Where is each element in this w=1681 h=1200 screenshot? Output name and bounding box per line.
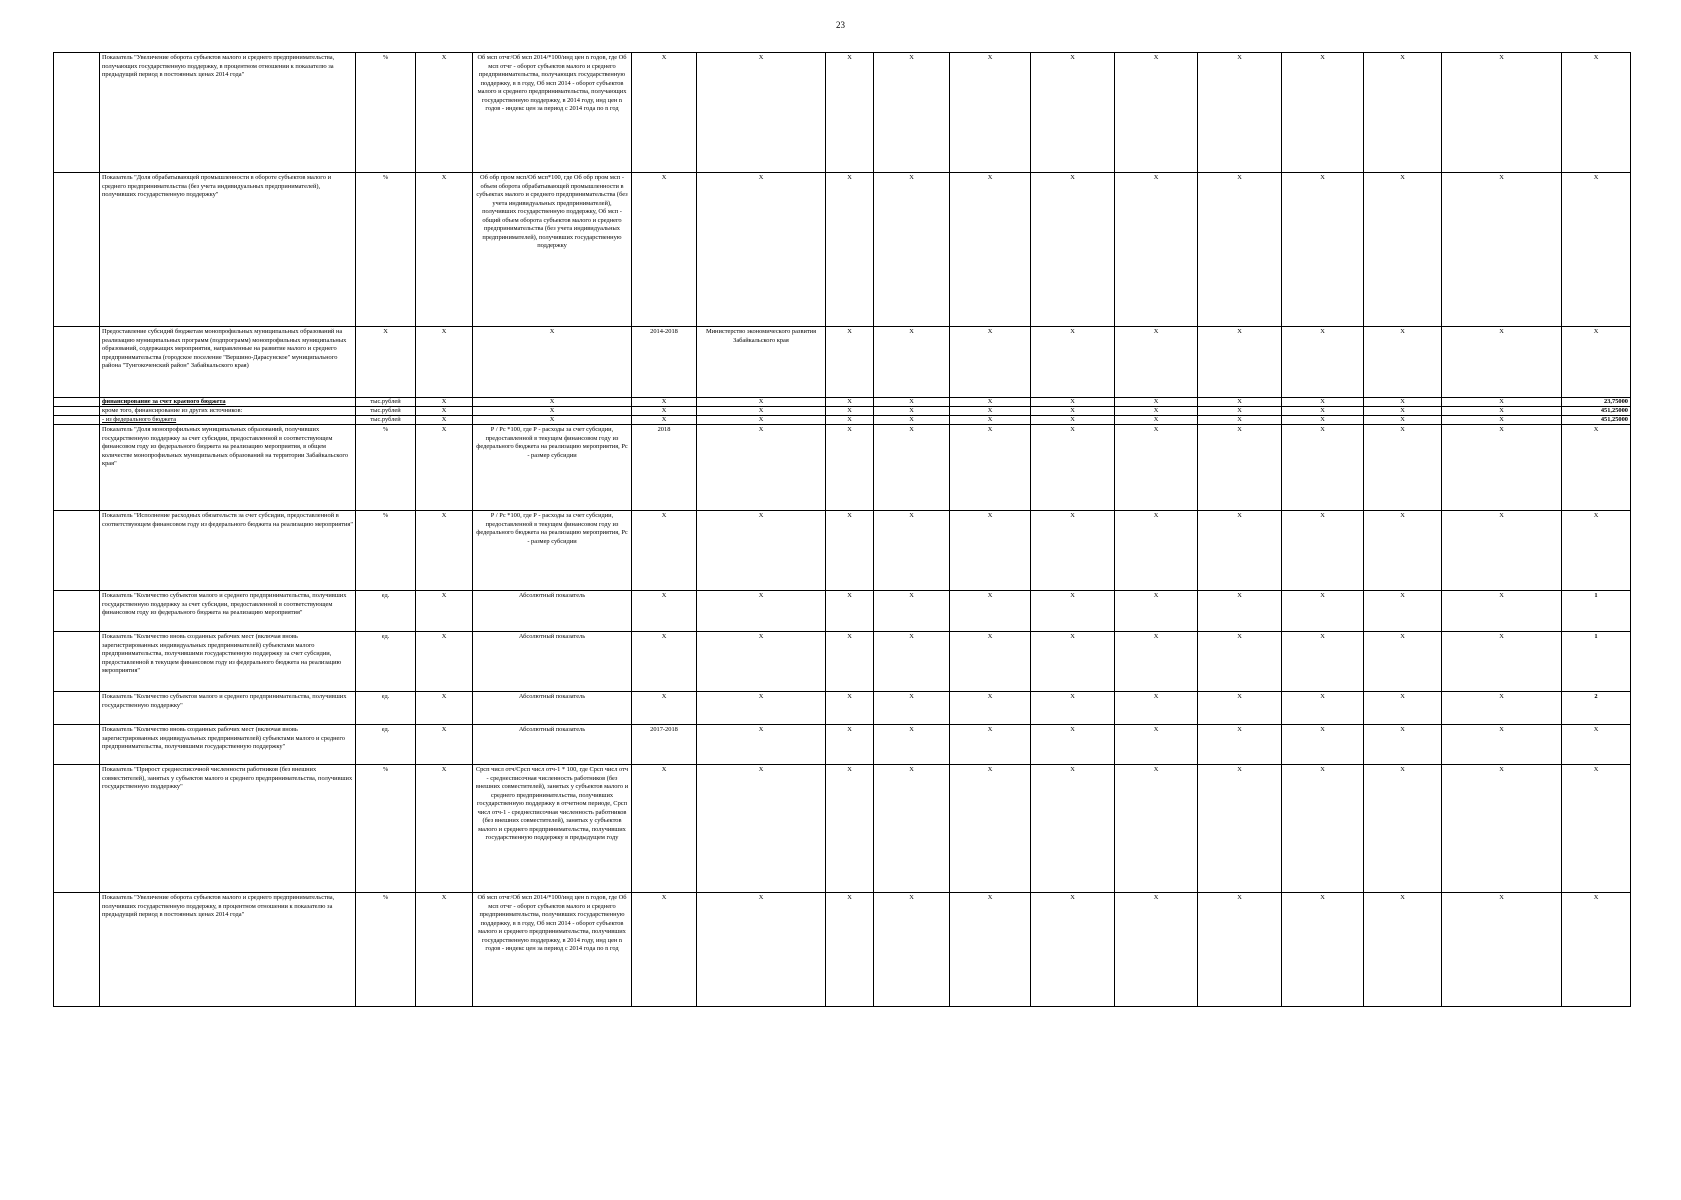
period-cell: X <box>632 692 697 725</box>
indicator-name: Показатель "Увеличение оборота субъектов малого и среднего предпринимательства, получающих государственную поддержку, в процентном отношении к показателю за предыдущий период в постоянных ценах 2014 года" <box>100 53 356 173</box>
x-mark: X <box>1282 511 1364 591</box>
x-mark: X <box>1442 765 1562 893</box>
indicator-name: Показатель "Количество вновь созданных рабочих мест (включая вновь зарегистрированных индивидуальных предпринимателей) субъектами малого предпринимательства, получившими государственную поддержку за счет субсидии, предоставленной в текущем финансовом году из федерального бюджета на реализацию мероприятия" <box>100 632 356 692</box>
x-mark: X <box>1282 893 1364 1007</box>
x-mark: X <box>874 53 950 173</box>
finance-row <box>54 416 1631 425</box>
executor-cell: Министерство экономического развития Забайкальского края <box>697 327 826 398</box>
table-row <box>54 632 1631 692</box>
unit-cell: тыс.рублей <box>356 398 416 407</box>
row-number-cell <box>54 511 100 591</box>
value-cell: 1 <box>1562 632 1631 692</box>
unit-cell: % <box>356 893 416 1007</box>
x-mark: X <box>874 765 950 893</box>
x-mark: X <box>632 416 697 425</box>
x-mark: X <box>1031 725 1115 765</box>
x-mark: X <box>1442 425 1562 511</box>
row-number-cell <box>54 591 100 632</box>
formula-cell: Абсолютный показатель <box>473 632 632 692</box>
table-row <box>54 53 1631 173</box>
x-mark: X <box>416 591 473 632</box>
executor-cell: X <box>697 692 826 725</box>
value-cell: X <box>1562 425 1631 511</box>
x-mark: X <box>1282 425 1364 511</box>
x-mark: X <box>826 416 874 425</box>
x-mark: X <box>950 425 1031 511</box>
executor-cell: X <box>697 893 826 1007</box>
x-mark: X <box>1031 416 1115 425</box>
unit-cell: % <box>356 173 416 327</box>
formula-cell: Абсолютный показатель <box>473 591 632 632</box>
x-mark: X <box>950 416 1031 425</box>
x-mark: X <box>1031 327 1115 398</box>
table-row <box>54 327 1631 398</box>
x-mark: X <box>1364 173 1442 327</box>
x-mark: X <box>1442 725 1562 765</box>
x-mark: X <box>1198 53 1282 173</box>
x-mark: X <box>1031 398 1115 407</box>
table-row <box>54 425 1631 511</box>
x-mark: X <box>826 327 874 398</box>
period-cell: X <box>632 173 697 327</box>
unit-cell: % <box>356 511 416 591</box>
row-number-cell <box>54 765 100 893</box>
x-mark: X <box>1364 632 1442 692</box>
executor-cell: X <box>697 632 826 692</box>
finance-label: кроме того, финансирование из других источников: <box>100 407 356 416</box>
value-cell: X <box>1562 765 1631 893</box>
x-mark: X <box>826 893 874 1007</box>
formula-cell: Об мсп отчг/Об мсп 2014/*100/инд цен n годов, где Об мсп отчг - оборот субъектов малого и среднего предпринимательства, получающих государственную поддержку, в n году, Об мсп 2014 - оборот субъектов малого и среднего предпринимательства, получающих государственную поддержку, в 2014 году, инд цен n годов - индекс цен за период с 2014 года по n год <box>473 53 632 173</box>
x-mark: X <box>950 692 1031 725</box>
x-mark: X <box>826 692 874 725</box>
x-mark: X <box>416 416 473 425</box>
x-mark: X <box>1282 632 1364 692</box>
value-cell: 1 <box>1562 591 1631 632</box>
value-cell: 2 <box>1562 692 1631 725</box>
period-cell: X <box>632 632 697 692</box>
x-mark: X <box>697 416 826 425</box>
executor-cell: X <box>697 725 826 765</box>
x-mark: X <box>1364 425 1442 511</box>
x-mark: X <box>950 398 1031 407</box>
x-mark: X <box>950 511 1031 591</box>
x-mark: X <box>473 407 632 416</box>
x-mark: X <box>874 692 950 725</box>
unit-cell: тыс.рублей <box>356 407 416 416</box>
row-number-cell <box>54 398 100 407</box>
x-mark: X <box>1442 173 1562 327</box>
page-number: 23 <box>836 20 845 30</box>
x-mark: X <box>1115 893 1198 1007</box>
period-cell: X <box>632 591 697 632</box>
formula-cell: Р / Рс *100, где Р - расходы за счет субсидии, предоставленной в текущем финансовом году из федерального бюджета на реализацию мероприятия, Рс - размер субсидии <box>473 425 632 511</box>
x-mark: X <box>950 893 1031 1007</box>
x-mark: X <box>1198 425 1282 511</box>
finance-label: финансирование за счет краевого бюджета <box>100 398 356 407</box>
value-cell: X <box>1562 511 1631 591</box>
x-mark: X <box>1364 407 1442 416</box>
indicator-name: Показатель "Доля обрабатывающей промышленности в обороте субъектов малого и среднего предпринимательства (без учета индивидуальных предпринимателей), получивших государственную поддержку" <box>100 173 356 327</box>
x-mark: X <box>416 765 473 893</box>
x-mark: X <box>1115 398 1198 407</box>
x-mark: X <box>950 407 1031 416</box>
x-mark: X <box>1115 591 1198 632</box>
finance-label: - из федерального бюджета <box>100 416 356 425</box>
value-cell: X <box>1562 725 1631 765</box>
x-mark: X <box>1198 407 1282 416</box>
x-mark: X <box>1442 511 1562 591</box>
executor-cell: X <box>697 53 826 173</box>
x-mark: X <box>950 327 1031 398</box>
x-mark: X <box>1115 416 1198 425</box>
x-mark: X <box>1115 511 1198 591</box>
x-mark: X <box>826 725 874 765</box>
x-mark: X <box>1282 591 1364 632</box>
indicator-name: Показатель "Доля монопрофильных муниципальных образований, получивших государственную поддержку за счет субсидии, предоставленной в соответствующем финансовом году из федерального бюджета на реализацию мероприятия, в общем количестве монопрофильных муниципальных образований на территории Забайкальского края" <box>100 425 356 511</box>
row-number-cell <box>54 425 100 511</box>
row-number-cell <box>54 632 100 692</box>
x-mark: X <box>1031 765 1115 893</box>
x-mark: X <box>1442 53 1562 173</box>
x-mark: X <box>950 765 1031 893</box>
x-mark: X <box>826 765 874 893</box>
formula-cell: Срсп числ отч/Срсп числ отч-1 * 100, где Срсп числ отч - среднесписочная численность работников (без внешних совместителей), занятых у субъектов малого и среднего предпринимательства, получивших государственную поддержку в отчетном периоде, Срсп числ отч-1 - среднесписочная численность работников (без внешних совместителей), занятых у субъектов малого и среднего предпринимательства, получивших государственную поддержку в предыдущем году <box>473 765 632 893</box>
x-mark: X <box>416 511 473 591</box>
x-mark: X <box>632 407 697 416</box>
row-number-cell <box>54 725 100 765</box>
x-mark: X <box>1115 425 1198 511</box>
executor-cell: X <box>697 591 826 632</box>
x-mark: X <box>416 893 473 1007</box>
period-cell: X <box>632 53 697 173</box>
x-mark: X <box>473 398 632 407</box>
x-mark: X <box>1198 765 1282 893</box>
x-mark: X <box>416 632 473 692</box>
unit-cell: % <box>356 425 416 511</box>
program-table <box>53 52 1631 1007</box>
x-mark: X <box>950 632 1031 692</box>
executor-cell: X <box>697 765 826 893</box>
x-mark: X <box>416 53 473 173</box>
row-number-cell <box>54 173 100 327</box>
x-mark: X <box>1115 692 1198 725</box>
finance-value: 451,25000 <box>1562 416 1631 425</box>
unit-cell: X <box>356 327 416 398</box>
x-mark: X <box>950 53 1031 173</box>
period-cell: X <box>632 765 697 893</box>
x-mark: X <box>1031 425 1115 511</box>
x-mark: X <box>826 398 874 407</box>
x-mark: X <box>1442 692 1562 725</box>
x-mark: X <box>826 632 874 692</box>
x-mark: X <box>1364 53 1442 173</box>
x-mark: X <box>1198 327 1282 398</box>
executor-cell: X <box>697 173 826 327</box>
table-row <box>54 765 1631 893</box>
x-mark: X <box>874 591 950 632</box>
period-cell: 2018 <box>632 425 697 511</box>
finance-value: 451,25000 <box>1562 407 1631 416</box>
table-row <box>54 692 1631 725</box>
value-cell: X <box>1562 893 1631 1007</box>
x-mark: X <box>826 425 874 511</box>
x-mark: X <box>416 725 473 765</box>
x-mark: X <box>826 173 874 327</box>
x-mark: X <box>1282 53 1364 173</box>
x-mark: X <box>1364 591 1442 632</box>
x-mark: X <box>1031 511 1115 591</box>
x-mark: X <box>1198 511 1282 591</box>
x-mark: X <box>1198 725 1282 765</box>
unit-cell: ед. <box>356 591 416 632</box>
x-mark: X <box>1282 416 1364 425</box>
row-number-cell <box>54 53 100 173</box>
period-cell: 2017-2018 <box>632 725 697 765</box>
x-mark: X <box>1198 173 1282 327</box>
x-mark: X <box>1364 416 1442 425</box>
x-mark: X <box>697 407 826 416</box>
period-cell: 2014-2018 <box>632 327 697 398</box>
indicator-name: Показатель "Прирост среднесписочной численности работников (без внешних совместителей), занятых у субъектов малого и среднего предпринимательства, получивших государственную поддержку" <box>100 765 356 893</box>
x-mark: X <box>1442 416 1562 425</box>
formula-cell: Абсолютный показатель <box>473 692 632 725</box>
x-mark: X <box>416 398 473 407</box>
x-mark: X <box>1198 692 1282 725</box>
x-mark: X <box>697 398 826 407</box>
table-row <box>54 893 1631 1007</box>
x-mark: X <box>826 407 874 416</box>
table-row <box>54 511 1631 591</box>
x-mark: X <box>1031 632 1115 692</box>
x-mark: X <box>1364 893 1442 1007</box>
formula-cell: Об мсп отчг/Об мсп 2014/*100/инд цен n годов, где Об мсп отчг - оборот субъектов малого и среднего предпринимательства, получивших государственную поддержку, в n году, Об мсп 2014 - оборот субъектов малого и среднего предпринимательства, получивших государственную поддержку, в 2014 году, инд цен n годов - индекс цен за период с 2014 года по n год <box>473 893 632 1007</box>
period-cell: X <box>632 893 697 1007</box>
x-mark: X <box>1282 765 1364 893</box>
x-mark: X <box>1115 327 1198 398</box>
x-mark: X <box>1115 407 1198 416</box>
executor-cell: X <box>697 425 826 511</box>
unit-cell: тыс.рублей <box>356 416 416 425</box>
table-row <box>54 725 1631 765</box>
x-mark: X <box>874 632 950 692</box>
x-mark: X <box>950 725 1031 765</box>
x-mark: X <box>1442 632 1562 692</box>
x-mark: X <box>416 327 473 398</box>
x-mark: X <box>874 407 950 416</box>
finance-row <box>54 398 1631 407</box>
indicator-name: Показатель "Исполнение расходных обязательств за счет субсидии, предоставленной в соответствующем финансовом году из федерального бюджета на реализацию мероприятия" <box>100 511 356 591</box>
x-mark: X <box>874 893 950 1007</box>
x-mark: X <box>1115 725 1198 765</box>
x-mark: X <box>1364 511 1442 591</box>
x-mark: X <box>874 725 950 765</box>
x-mark: X <box>1198 416 1282 425</box>
x-mark: X <box>1031 407 1115 416</box>
x-mark: X <box>1282 725 1364 765</box>
unit-cell: ед. <box>356 725 416 765</box>
x-mark: X <box>1282 398 1364 407</box>
period-cell: X <box>632 511 697 591</box>
x-mark: X <box>874 173 950 327</box>
x-mark: X <box>1442 893 1562 1007</box>
row-number-cell <box>54 407 100 416</box>
x-mark: X <box>1115 765 1198 893</box>
x-mark: X <box>632 398 697 407</box>
indicator-name: Показатель "Количество субъектов малого и среднего предпринимательства, получивших государственную поддержку" <box>100 692 356 725</box>
x-mark: X <box>1442 398 1562 407</box>
indicator-name: Показатель "Количество вновь созданных рабочих мест (включая вновь зарегистрированных индивидуальных предпринимателей) субъектами малого и среднего предпринимательства, получившими государственную поддержку" <box>100 725 356 765</box>
table-row <box>54 173 1631 327</box>
x-mark: X <box>1031 893 1115 1007</box>
formula-cell: Р / Рс *100, где Р - расходы за счет субсидии, предоставленной в текущем финансовом году из федерального бюджета на реализацию мероприятия, Рс - размер субсидии <box>473 511 632 591</box>
x-mark: X <box>1282 173 1364 327</box>
x-mark: X <box>1198 591 1282 632</box>
x-mark: X <box>1031 591 1115 632</box>
row-number-cell <box>54 327 100 398</box>
unit-cell: % <box>356 765 416 893</box>
indicator-name: Показатель "Увеличение оборота субъектов малого и среднего предпринимательства, получивших государственную поддержку, в процентном отношении к показателю за предыдущий период в постоянных ценах 2014 года" <box>100 893 356 1007</box>
x-mark: X <box>1115 173 1198 327</box>
value-cell: X <box>1562 327 1631 398</box>
row-number-cell <box>54 893 100 1007</box>
x-mark: X <box>1282 327 1364 398</box>
table-row <box>54 591 1631 632</box>
x-mark: X <box>1115 632 1198 692</box>
row-number-cell <box>54 692 100 725</box>
formula-cell: Об обр пром мсп/Об мсп*100, где Об обр пром мсп - объем оборота обрабатывающей промышленности в субъектах малого и среднего предпринимательства (без учета индивидуальных предпринимателей), получивших государственную поддержку, Об мсп - общий объем оборота субъектов малого и среднего предпринимательства (без учета индивидуальных предпринимателей), получивших государственную поддержку <box>473 173 632 327</box>
value-cell: X <box>1562 173 1631 327</box>
finance-value: 23,75000 <box>1562 398 1631 407</box>
x-mark: X <box>1364 398 1442 407</box>
x-mark: X <box>826 53 874 173</box>
x-mark: X <box>1031 53 1115 173</box>
finance-row <box>54 407 1631 416</box>
x-mark: X <box>416 425 473 511</box>
x-mark: X <box>1442 327 1562 398</box>
x-mark: X <box>1364 692 1442 725</box>
indicator-name: Показатель "Количество субъектов малого и среднего предпринимательства, получивших государственную поддержку за счет субсидии, предоставленной в соответствующем финансовом году из федерального бюджета на реализацию мероприятия" <box>100 591 356 632</box>
value-cell: X <box>1562 53 1631 173</box>
x-mark: X <box>874 398 950 407</box>
x-mark: X <box>1198 398 1282 407</box>
x-mark: X <box>1198 632 1282 692</box>
executor-cell: X <box>697 511 826 591</box>
x-mark: X <box>874 425 950 511</box>
unit-cell: ед. <box>356 692 416 725</box>
x-mark: X <box>874 416 950 425</box>
unit-cell: ед. <box>356 632 416 692</box>
x-mark: X <box>1442 591 1562 632</box>
x-mark: X <box>416 692 473 725</box>
unit-cell: % <box>356 53 416 173</box>
x-mark: X <box>1364 765 1442 893</box>
x-mark: X <box>826 591 874 632</box>
x-mark: X <box>1198 893 1282 1007</box>
x-mark: X <box>950 591 1031 632</box>
x-mark: X <box>416 173 473 327</box>
x-mark: X <box>1031 173 1115 327</box>
formula-cell: X <box>473 327 632 398</box>
x-mark: X <box>1282 692 1364 725</box>
x-mark: X <box>1442 407 1562 416</box>
x-mark: X <box>874 327 950 398</box>
x-mark: X <box>1031 692 1115 725</box>
x-mark: X <box>874 511 950 591</box>
x-mark: X <box>1364 327 1442 398</box>
formula-cell: Абсолютный показатель <box>473 725 632 765</box>
x-mark: X <box>416 407 473 416</box>
row-number-cell <box>54 416 100 425</box>
x-mark: X <box>1115 53 1198 173</box>
x-mark: X <box>1364 725 1442 765</box>
x-mark: X <box>1282 407 1364 416</box>
x-mark: X <box>826 511 874 591</box>
activity-name: Предоставление субсидий бюджетам монопрофильных муниципальных образований на реализацию муниципальных программ (подпрограмм) монопрофильных муниципальных образований, содержащих мероприятия, направленные на развитие малого и среднего предпринимательства (городское поселение "Вершино-Дарасунское" муниципального района "Тунгокоченский район" Забайкальского края) <box>100 327 356 398</box>
x-mark: X <box>950 173 1031 327</box>
x-mark: X <box>473 416 632 425</box>
